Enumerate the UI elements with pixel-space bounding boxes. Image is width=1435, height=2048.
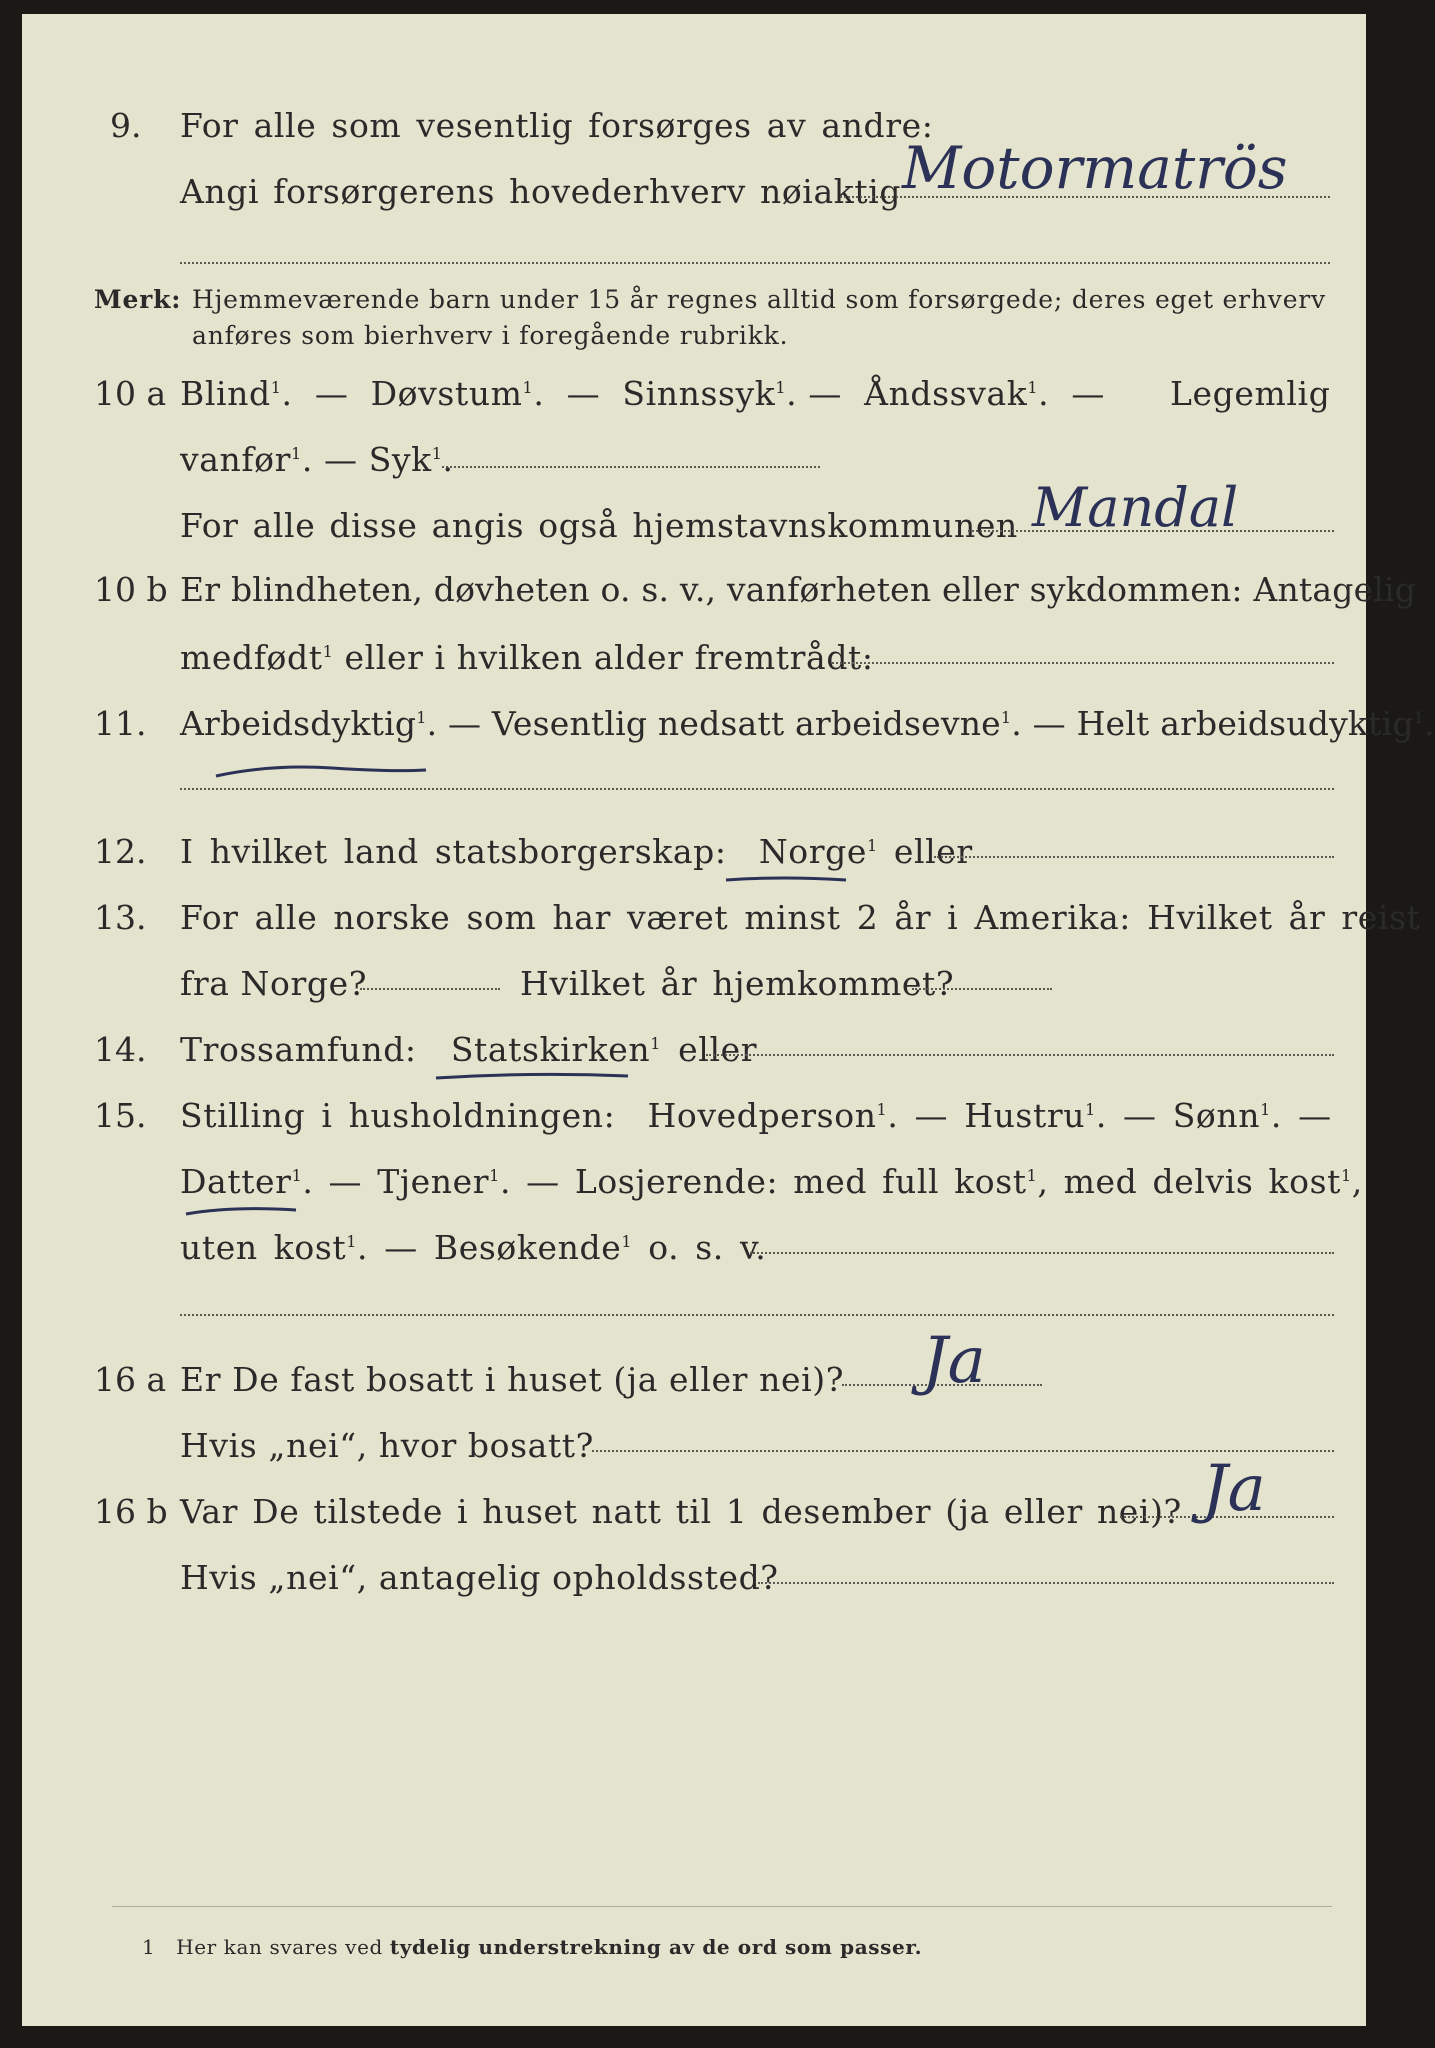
q10b-line2: medfødt$^1$ eller i hvilken alder fremtrådt: bbox=[180, 638, 874, 677]
q9-line1: For alle som vesentlig forsørges av andre: bbox=[180, 106, 934, 145]
merk-line1: Hjemmeværende barn under 15 år regnes alltid som forsørgede; deres eget erhverv bbox=[192, 285, 1326, 314]
q11-extra-line bbox=[180, 788, 1334, 790]
opt-statskirken: Statskirken bbox=[450, 1030, 651, 1069]
q12-number: 12. bbox=[94, 832, 147, 871]
q16a-handwritten-answer: Ja bbox=[922, 1324, 986, 1398]
q16a-line2: Hvis „nei“, hvor bosatt? bbox=[180, 1426, 594, 1465]
footnote-rule bbox=[112, 1906, 1332, 1907]
opt-hovedperson: Hovedperson bbox=[647, 1096, 877, 1135]
opt-hustru: Hustru bbox=[964, 1096, 1086, 1135]
q10a-syk-line bbox=[442, 466, 820, 468]
q14-answer-line bbox=[706, 1054, 1334, 1056]
q12-answer-line bbox=[934, 856, 1334, 858]
opt-sinnssyk: Sinnssyk bbox=[622, 374, 776, 413]
merk-line2: anføres som bierhverv i foregående rubrikk. bbox=[192, 321, 789, 350]
opt-legemlig: Legemlig bbox=[1170, 374, 1331, 413]
q10b-number: 10 b bbox=[94, 570, 168, 609]
opt-datter: Datter bbox=[180, 1162, 292, 1201]
q16b-handwritten-answer: Ja bbox=[1202, 1452, 1266, 1526]
opt-dovstum: Døvstum bbox=[370, 374, 523, 413]
q16b-line1: Var De tilstede i huset natt til 1 desember (ja eller nei)? bbox=[180, 1492, 1182, 1531]
q11-line: Arbeidsdyktig$^1$. — Vesentlig nedsatt arbeidsevne$^1$. — Helt arbeidsudyktig$^1$. bbox=[180, 704, 1435, 743]
q16b-opholdssted-line bbox=[758, 1582, 1334, 1584]
q14-handwritten-underline bbox=[432, 1068, 632, 1086]
q16b-line2: Hvis „nei“, antagelig opholdssted? bbox=[180, 1558, 779, 1597]
opt-vanfor: vanfør bbox=[180, 440, 292, 479]
q9-handwritten-answer: Motormatrös bbox=[902, 134, 1288, 202]
q16b-number: 16 b bbox=[94, 1492, 168, 1531]
q14-line: Trossamfund: Statskirken$^1$ eller bbox=[180, 1030, 758, 1069]
footnote: 1 Her kan svares ved tydelig understrekning av de ord som passer. bbox=[142, 1935, 923, 1959]
opt-syk: Syk bbox=[368, 440, 432, 479]
opt-andssvak: Åndssvak bbox=[864, 374, 1028, 413]
q13-line1: For alle norske som har været minst 2 år i Amerika: Hvilket år reist bbox=[180, 898, 1421, 937]
opt-norge: Norge bbox=[758, 832, 867, 871]
opt-medfodt: medfødt bbox=[180, 638, 323, 677]
q10b-line1: Er blindheten, døvheten o. s. v., vanførheten eller sykdommen: Antagelig bbox=[180, 570, 1417, 609]
q13-number: 13. bbox=[94, 898, 147, 937]
opt-nedsatt: Vesentlig nedsatt arbeidsevne bbox=[491, 704, 1001, 743]
q13-line2b: Hvilket år hjemkommet? bbox=[520, 964, 955, 1003]
q13-reist-line bbox=[360, 988, 500, 990]
q10a-line2: vanfør$^1$. — Syk$^1$. bbox=[180, 440, 454, 479]
q10a-line1: Blind$^1$. — Døvstum$^1$. — Sinnssyk$^1$. — Åndssvak$^1$. — bbox=[180, 374, 1106, 413]
q15-number: 15. bbox=[94, 1096, 147, 1135]
opt-arbeidsdyktig: Arbeidsdyktig bbox=[180, 704, 417, 743]
q13-line2a: fra Norge? bbox=[180, 964, 368, 1003]
q9-line2: Angi forsørgerens hovederhverv nøiaktig bbox=[180, 172, 902, 211]
q12-line: I hvilket land statsborgerskap: Norge$^1$ eller bbox=[180, 832, 973, 871]
q10a-handwritten-answer: Mandal bbox=[1032, 476, 1239, 539]
q15-handwritten-underline bbox=[182, 1202, 302, 1220]
q15-line1: Stilling i husholdningen: Hovedperson$^1$. — Hustru$^1$. — Sønn$^1$. — bbox=[180, 1096, 1332, 1135]
q15-line3: uten kost$^1$. — Besøkende$^1$ o. s. v. bbox=[180, 1228, 767, 1267]
q9-extra-line bbox=[180, 262, 1330, 264]
q14-number: 14. bbox=[94, 1030, 147, 1069]
q16a-line1: Er De fast bosatt i huset (ja eller nei)? bbox=[180, 1360, 844, 1399]
q10a-line3: For alle disse angis også hjemstavnskommunen bbox=[180, 506, 1018, 545]
q16a-number: 16 a bbox=[94, 1360, 167, 1399]
opt-sonn: Sønn bbox=[1172, 1096, 1261, 1135]
opt-udyktig: Helt arbeidsudyktig bbox=[1076, 704, 1414, 743]
q11-number: 11. bbox=[94, 704, 147, 743]
q15-extra-line bbox=[180, 1314, 1334, 1316]
q12-handwritten-underline bbox=[722, 872, 852, 888]
q10a-number: 10 a bbox=[94, 374, 167, 413]
q15-answer-line bbox=[750, 1252, 1334, 1254]
opt-blind: Blind bbox=[180, 374, 271, 413]
q9-number: 9. bbox=[110, 106, 142, 145]
q10b-answer-line bbox=[832, 662, 1334, 664]
opt-tjener: Tjener bbox=[377, 1162, 490, 1201]
census-form-page bbox=[22, 14, 1435, 2026]
footnote-mark: 1 bbox=[142, 1935, 156, 1959]
merk-label: Merk: bbox=[94, 285, 182, 314]
q15-line2: Datter$^1$. — Tjener$^1$. — Losjerende: med full kost$^1$, med delvis kost$^1$, bbox=[180, 1162, 1363, 1201]
q13-hjem-line bbox=[912, 988, 1052, 990]
q11-handwritten-underline bbox=[212, 754, 432, 784]
